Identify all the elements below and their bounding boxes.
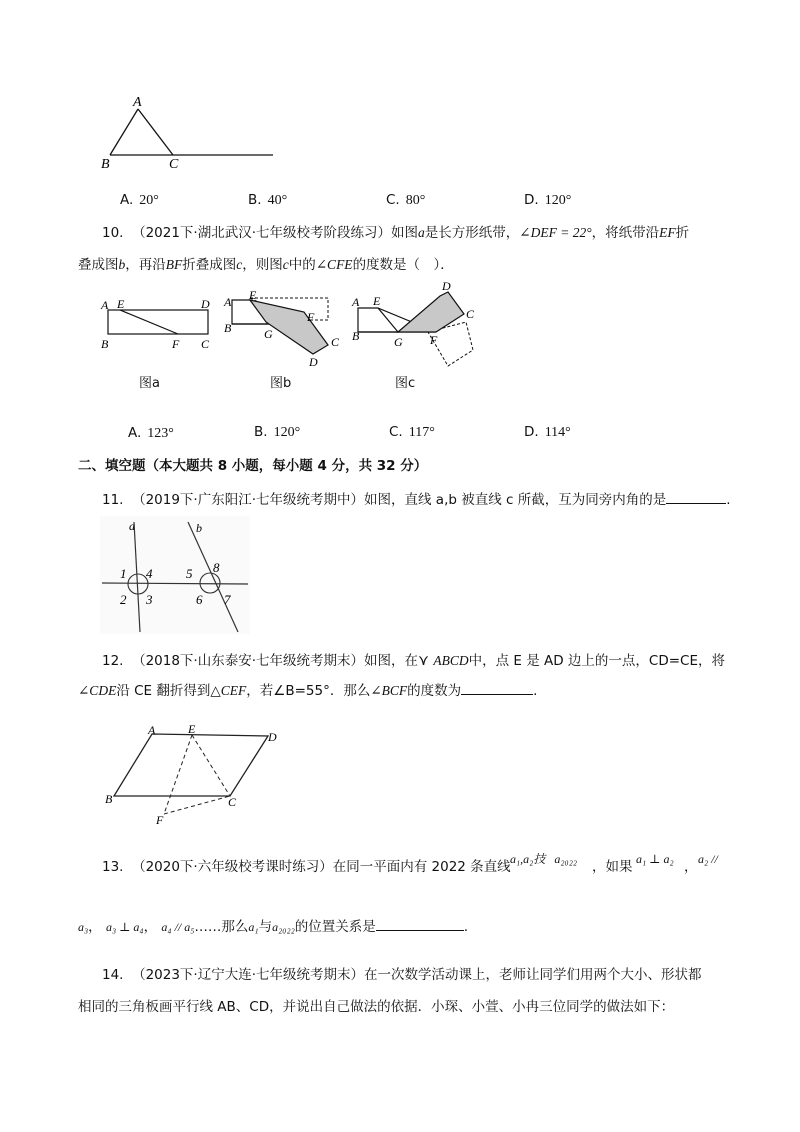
svg-text:A: A xyxy=(224,295,232,309)
svg-text:D: D xyxy=(309,355,318,369)
svg-text:B: B xyxy=(101,337,109,351)
svg-text:F: F xyxy=(172,337,180,351)
q9-option-a: A. 20° xyxy=(120,192,159,208)
q11-figure xyxy=(100,516,250,634)
svg-text:G: G xyxy=(264,327,273,341)
q13-rel2: a₂ // xyxy=(698,852,718,866)
svg-text:6: 6 xyxy=(196,592,203,607)
q14-line1: 14. （2023下·辽宁大连·七年级统考期末）在一次数学活动课上，老师让同学们用两个大小、形状都 xyxy=(102,967,702,983)
label-B: B xyxy=(101,157,110,172)
svg-text:8: 8 xyxy=(213,560,220,575)
svg-text:C: C xyxy=(201,337,210,351)
svg-text:F: F xyxy=(307,310,315,324)
q9-option-d: D. 120° xyxy=(524,192,572,208)
svg-text:4: 4 xyxy=(146,566,153,581)
caption-fig-a: 图a xyxy=(139,376,160,391)
q9-option-b: B. 40° xyxy=(248,192,288,208)
q10-option-a: A. 123° xyxy=(128,425,174,441)
section-heading-fill-in: 二、填空题（本大题共 8 小题，每小题 4 分，共 32 分） xyxy=(78,458,428,474)
svg-text:A: A xyxy=(148,723,156,737)
q13-line1: 13. （2020下·六年级校考课时练习）在同一平面内有 2022 条直线 xyxy=(102,859,511,875)
svg-text:7: 7 xyxy=(224,592,231,607)
q9-option-c: C. 80° xyxy=(386,192,426,208)
q14-line2: 相同的三角板画平行线 AB、CD，并说出自己做法的依据．小琛、小萱、小冉三位同学的做法如下： xyxy=(78,999,675,1015)
q12-line1: 12. （2018下·山东泰安·七年级统考期末）如图，在⋎ ABCD中，点 E 是 AD 边上的一点，CD=CE，将 xyxy=(102,653,725,669)
q12-line2: ∠CDE沿 CE 翻折得到△CEF，若∠B=55°．那么∠BCF的度数为 . xyxy=(78,680,537,700)
svg-text:C: C xyxy=(466,307,475,321)
svg-text:C: C xyxy=(228,795,237,809)
q10-line1: 10. （2021下·湖北武汉·七年级校考阶段练习）如图a是长方形纸带，∠DEF = 22°，将纸带沿EF折 xyxy=(102,225,690,241)
q10-line2: 叠成图b，再沿BF折叠成图c，则图c中的∠CFE的度数是（ ）． xyxy=(78,257,454,273)
svg-text:3: 3 xyxy=(146,592,153,607)
svg-text:E: E xyxy=(249,290,257,302)
label-A: A xyxy=(133,95,142,110)
q13-rel1: a₁ ⊥ a₂ xyxy=(636,852,674,866)
q9-triangle-figure xyxy=(95,92,285,172)
svg-text:F: F xyxy=(156,813,164,826)
q11-text: 11. （2019下·广东阳江·七年级统考期中）如图，直线 a,b 被直线 c 所截，互为同旁内角的是 . xyxy=(102,489,731,509)
svg-text:b: b xyxy=(196,521,202,535)
q13-sep1: ， xyxy=(684,859,698,875)
svg-text:G: G xyxy=(394,335,403,349)
svg-text:B: B xyxy=(224,321,232,335)
q13-sequence: a₁,a₂技 a₂₀₂₂ xyxy=(510,852,578,866)
q12-parallelogram-figure xyxy=(100,722,290,826)
svg-text:A: A xyxy=(352,295,360,309)
svg-text:C: C xyxy=(331,335,340,349)
svg-text:5: 5 xyxy=(186,566,193,581)
svg-text:F: F xyxy=(430,333,438,347)
svg-text:E: E xyxy=(117,297,125,311)
q12-answer-blank[interactable] xyxy=(461,680,533,695)
svg-text:B: B xyxy=(352,329,360,343)
q10-option-c: C. 117° xyxy=(389,424,435,440)
svg-text:1: 1 xyxy=(120,566,127,581)
svg-text:A: A xyxy=(101,298,109,312)
label-C: C xyxy=(169,157,179,172)
svg-text:B: B xyxy=(105,792,113,806)
q10-option-d: D. 114° xyxy=(524,424,571,440)
svg-text:E: E xyxy=(373,294,381,308)
q13-answer-blank[interactable] xyxy=(376,916,464,931)
svg-text:D: D xyxy=(201,297,210,311)
svg-text:D: D xyxy=(268,730,277,744)
q13-if: ，如果 xyxy=(592,859,633,875)
q10-option-b: B. 120° xyxy=(254,424,301,440)
q10-figure-c xyxy=(348,280,488,370)
caption-fig-b: 图b xyxy=(270,376,292,391)
q13-line2: a₃， a₃ ⊥ a₄， a₄ // a₅……那么a₁与a₂₀₂₂的位置关系是 . xyxy=(78,916,468,936)
svg-text:2: 2 xyxy=(120,592,127,607)
q10-figure-b xyxy=(218,290,358,370)
svg-text:D: D xyxy=(442,280,451,293)
svg-text:E: E xyxy=(188,722,196,736)
svg-text:a: a xyxy=(129,519,135,533)
caption-fig-c: 图c xyxy=(395,376,416,391)
q11-answer-blank[interactable] xyxy=(666,489,726,504)
